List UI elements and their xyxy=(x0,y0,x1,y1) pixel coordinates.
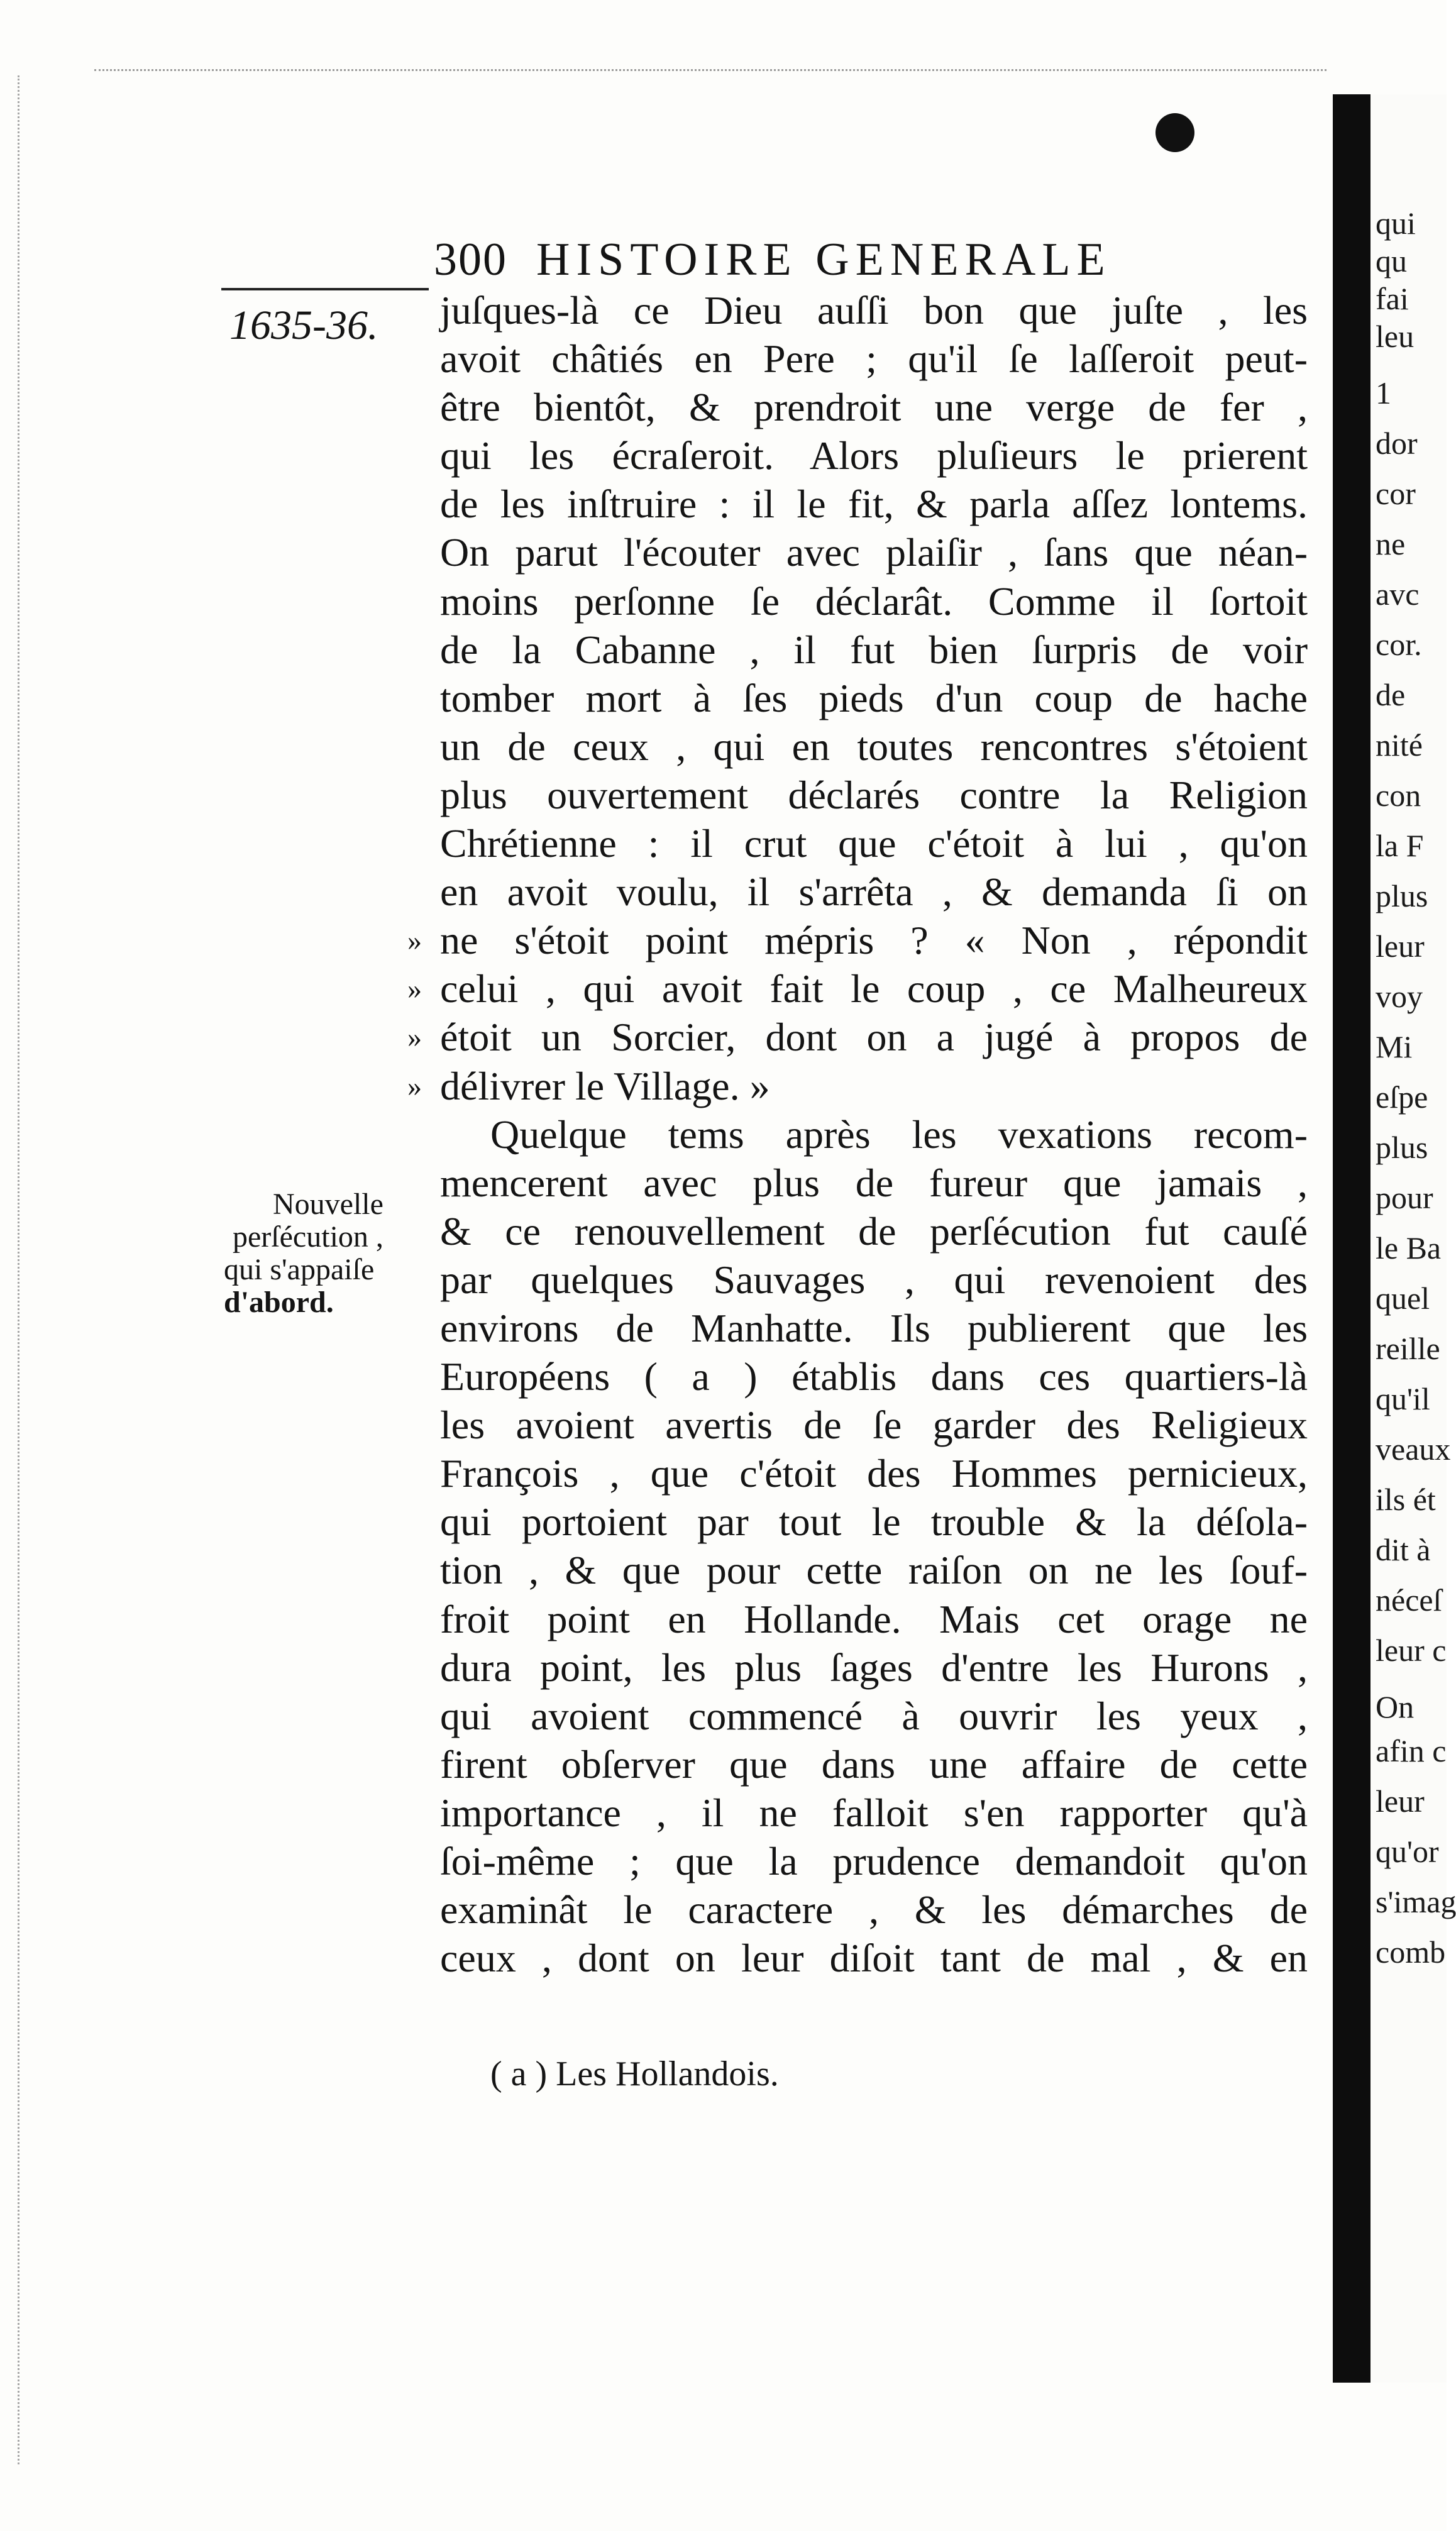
facing-page-fragment: cor. xyxy=(1376,627,1422,662)
facing-page-fragment: leur c xyxy=(1376,1633,1447,1668)
text-line xyxy=(440,1304,1308,1352)
text-line xyxy=(407,916,1308,964)
text-line xyxy=(440,383,1308,431)
running-head xyxy=(434,231,1251,288)
facing-page-fragment: leur xyxy=(1376,1784,1425,1819)
margin-note-line: d'abord. xyxy=(224,1286,334,1319)
text-line xyxy=(440,1740,1308,1789)
facing-page-fragment: pour xyxy=(1376,1180,1433,1215)
facing-page-fragment: de xyxy=(1376,677,1406,712)
text-line xyxy=(440,1546,1308,1594)
text-line-content: François , que c'étoit des Hommes pernicieux, xyxy=(440,1451,1308,1496)
facing-page-fragment: voy xyxy=(1376,979,1423,1014)
text-line xyxy=(407,1062,1308,1110)
text-line-content: avoit châtiés en Pere ; qu'il ſe laſſeroit peut- xyxy=(440,336,1308,382)
margin-note-line: qui s'appaiſe xyxy=(224,1253,375,1286)
text-line xyxy=(440,1159,1308,1207)
facing-page-fragment: le Ba xyxy=(1376,1230,1442,1266)
text-line xyxy=(440,1595,1308,1643)
text-line xyxy=(440,1643,1308,1692)
text-line-content: mencerent avec plus de fureur que jamais , xyxy=(440,1160,1308,1205)
margin-date: 1635-36. xyxy=(229,302,378,348)
facing-page xyxy=(1371,94,1456,2383)
facing-page-fragment: Mi xyxy=(1376,1029,1413,1064)
facing-page-fragment: avc xyxy=(1376,576,1420,612)
text-line-content: ceux , dont on leur diſoit tant de mal , & en xyxy=(440,1936,1308,1981)
ink-spot xyxy=(1155,113,1194,152)
text-line xyxy=(440,626,1308,674)
text-line-content: en avoit voulu, il s'arrêta , & demanda ſi on xyxy=(440,869,1308,915)
facing-page-fragment: plus xyxy=(1376,1130,1428,1165)
facing-page-fragment: cor xyxy=(1376,476,1416,511)
page-top-edge xyxy=(94,69,1326,71)
facing-page-fragment: qui xyxy=(1376,206,1416,241)
text-line-content: être bientôt, & prendroit une verge de fer , xyxy=(440,385,1308,430)
text-line-content: firent obſerver que dans une affaire de cette xyxy=(440,1741,1308,1787)
text-line xyxy=(440,1497,1308,1546)
facing-page-fragment: afin c xyxy=(1376,1733,1447,1768)
text-line-content: qui les écraſeroit. Alors pluſieurs le prierent xyxy=(440,433,1308,478)
text-line xyxy=(440,1352,1308,1401)
text-line-content: moins perſonne ſe déclarât. Comme il ſortoit xyxy=(440,578,1308,624)
text-line xyxy=(440,1837,1308,1885)
text-line-content: Chrétienne : il crut que c'étoit à lui , qu'on xyxy=(440,821,1308,866)
facing-page-fragment: ne xyxy=(1376,526,1406,561)
facing-page-fragment: qu'il xyxy=(1376,1381,1430,1416)
text-line-content: importance , il ne falloit s'en rapporter qu'à xyxy=(440,1790,1308,1835)
facing-page-fragment: reille xyxy=(1376,1331,1440,1366)
text-line xyxy=(440,722,1308,771)
text-line xyxy=(440,1885,1308,1934)
text-line-content: de les inſtruire : il le fit, & parla aſſez lontems. xyxy=(440,482,1308,527)
text-line-content: environs de Manhatte. Ils publierent que les xyxy=(440,1305,1308,1350)
quote-mark: » xyxy=(407,1069,422,1102)
text-line-content: dura point, les plus ſages d'entre les Hurons , xyxy=(440,1645,1308,1690)
page-number: 300 xyxy=(434,234,507,285)
facing-page-fragment: qu'or xyxy=(1376,1834,1439,1869)
facing-page-fragment: comb xyxy=(1376,1934,1446,1970)
facing-page-fragment: dit à xyxy=(1376,1532,1431,1567)
text-line xyxy=(440,868,1308,916)
text-line-content: qui avoient commencé à ouvrir les yeux , xyxy=(440,1693,1308,1738)
facing-page-fragment: qu xyxy=(1376,243,1407,278)
quote-mark: » xyxy=(407,1021,422,1054)
facing-page-fragment: leur xyxy=(1376,929,1425,964)
text-line-content: examinât le caractere , & les démarches de xyxy=(440,1887,1308,1933)
facing-page-fragment: la F xyxy=(1376,828,1424,863)
text-line xyxy=(440,286,1308,334)
footnote: ( a ) Les Hollandois. xyxy=(490,2054,779,2093)
facing-page-fragment: nité xyxy=(1376,727,1423,763)
text-line-content: par quelques Sauvages , qui revenoient des xyxy=(440,1257,1308,1302)
text-line xyxy=(440,1207,1308,1255)
text-line-content: froit point en Hollande. Mais cet orage ne xyxy=(440,1596,1308,1641)
quote-mark: » xyxy=(407,973,422,1005)
text-line xyxy=(440,674,1308,722)
text-line xyxy=(440,528,1308,576)
text-line xyxy=(440,819,1308,868)
text-line xyxy=(440,771,1308,819)
margin-note xyxy=(224,1188,438,1319)
text-line-content: & ce renouvellement de perſécution fut cauſé xyxy=(440,1208,1308,1254)
page-left-edge xyxy=(18,75,19,2464)
facing-page-fragment: On xyxy=(1376,1689,1415,1724)
facing-page-fragment: néceſ xyxy=(1376,1582,1442,1618)
text-line xyxy=(440,1789,1308,1837)
facing-page-fragment: dor xyxy=(1376,426,1418,461)
text-line xyxy=(440,1449,1308,1497)
facing-page-fragment: quel xyxy=(1376,1281,1430,1316)
text-line-content: Quelque tems après les vexations recom- xyxy=(490,1111,1308,1157)
text-line xyxy=(407,964,1308,1013)
facing-page-fragment: plus xyxy=(1376,878,1428,913)
margin-rule xyxy=(221,288,429,290)
margin-note-line: Nouvelle xyxy=(273,1188,383,1221)
text-line xyxy=(440,1255,1308,1304)
text-line-content: Européens ( a ) établis dans ces quartiers-là xyxy=(440,1354,1308,1399)
facing-page-fragment: con xyxy=(1376,778,1421,813)
text-line-content: On parut l'écouter avec plaiſir , ſans que néan- xyxy=(440,530,1308,575)
text-line-content: tomber mort à ſes pieds d'un coup de hache xyxy=(440,675,1308,720)
text-line-content: ne s'étoit point mépris ? « Non , répondit xyxy=(440,918,1308,963)
text-line-content: un de ceux , qui en toutes rencontres s'étoient xyxy=(440,724,1308,769)
text-line-content: ſoi-même ; que la prudence demandoit qu'on xyxy=(440,1839,1308,1883)
text-line-content: étoit un Sorcier, dont on a jugé à propos de xyxy=(440,1015,1308,1060)
text-line xyxy=(440,577,1308,626)
text-line xyxy=(407,1013,1308,1061)
margin-note-line: perſécution , xyxy=(233,1220,383,1254)
facing-page-fragment: leu xyxy=(1376,319,1415,354)
text-line xyxy=(440,334,1308,383)
facing-page-fragment: fai xyxy=(1376,281,1409,316)
text-line-content: de la Cabanne , il fut bien ſurpris de voir xyxy=(440,627,1308,672)
text-line-content: juſques-là ce Dieu auſſi bon que juſte , les xyxy=(440,288,1308,333)
running-title: HISTOIRE GENERALE xyxy=(536,234,1111,285)
text-line xyxy=(440,1692,1308,1740)
body-text xyxy=(407,286,1308,1982)
book-binding-shadow xyxy=(1333,94,1371,2383)
text-line-content: celui , qui avoit fait le coup , ce Malheureux xyxy=(440,966,1308,1012)
facing-page-fragment: 1 xyxy=(1376,375,1391,411)
text-line xyxy=(440,431,1308,480)
facing-page-fragment: eſpe xyxy=(1376,1079,1428,1115)
text-line-content: délivrer le Village. » xyxy=(440,1063,770,1108)
facing-page-fragment: veaux xyxy=(1376,1431,1451,1467)
text-line xyxy=(440,480,1308,528)
text-line-content: les avoient avertis de ſe garder des Religieux xyxy=(440,1403,1308,1448)
text-line xyxy=(440,1934,1308,1982)
text-line-content: qui portoient par tout le trouble & la déſola- xyxy=(440,1499,1308,1545)
quote-mark: » xyxy=(407,924,422,957)
facing-page-fragment: ils ét xyxy=(1376,1482,1436,1517)
text-line xyxy=(440,1110,1308,1159)
text-line xyxy=(440,1401,1308,1449)
text-line-content: plus ouvertement déclarés contre la Religion xyxy=(440,772,1308,817)
facing-page-fragment: s'imag xyxy=(1376,1884,1456,1919)
text-line-content: tion , & que pour cette raiſon on ne les ſouf- xyxy=(440,1548,1308,1593)
